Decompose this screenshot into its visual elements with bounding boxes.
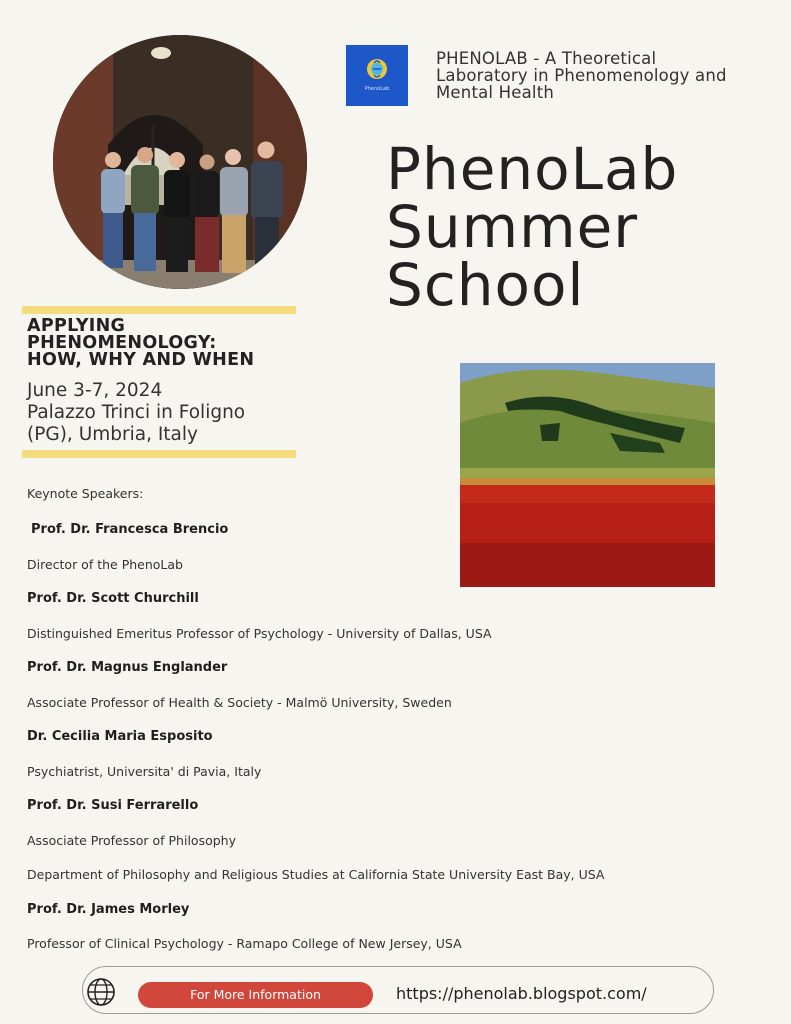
speaker-role: Associate Professor of Philosophy: [27, 833, 236, 848]
logo-text: PhenoLab: [364, 86, 390, 92]
brain-icon: [346, 45, 408, 106]
subtitle-line3: HOW, WHY AND WHEN: [27, 350, 255, 370]
divider-bottom: [22, 450, 296, 458]
speakers-heading: Keynote Speakers:: [27, 486, 144, 501]
page-title-line2: Summer: [386, 193, 639, 261]
lab-title-line2: Laboratory in Phenomenology and: [436, 66, 727, 85]
speaker-role: Distinguished Emeritus Professor of Psychology - University of Dallas, USA: [27, 626, 492, 641]
lab-title-line1: PHENOLAB - A Theoretical: [436, 49, 657, 68]
landscape-illustration: [460, 363, 715, 587]
speaker-role: Director of the PhenoLab: [27, 557, 183, 572]
speaker-role: Psychiatrist, Universita' di Pavia, Italy: [27, 764, 262, 779]
divider-top: [22, 306, 296, 314]
speaker-name: Prof. Dr. James Morley: [27, 902, 190, 917]
event-venue-line1: Palazzo Trinci in Foligno: [27, 402, 246, 423]
page-title-line1: PhenoLab: [386, 135, 679, 203]
speaker-role: Professor of Clinical Psychology - Ramapo College of New Jersey, USA: [27, 936, 462, 951]
globe-icon: [86, 977, 116, 1007]
phenolab-logo: [346, 45, 408, 106]
landscape-photo: [460, 363, 715, 587]
group-photo: [53, 35, 307, 289]
speaker-name: Prof. Dr. Susi Ferrarello: [27, 798, 199, 813]
event-details: [27, 380, 327, 446]
subtitle-line2: PHENOMENOLOGY:: [27, 333, 217, 353]
event-venue-line2: (PG), Umbria, Italy: [27, 424, 198, 445]
speaker-name: Prof. Dr. Magnus Englander: [27, 660, 228, 675]
group-photo-illustration: [53, 35, 307, 289]
event-date: June 3-7, 2024: [27, 380, 163, 401]
website-link[interactable]: https://phenolab.blogspot.com/: [396, 984, 647, 1003]
speaker-name: Prof. Dr. Scott Churchill: [27, 591, 199, 606]
page-title-line3: School: [386, 251, 585, 319]
page-title: [386, 135, 776, 319]
speaker-name: Dr. Cecilia Maria Esposito: [27, 729, 213, 744]
lab-title-line3: Mental Health: [436, 83, 555, 102]
speaker-role: Associate Professor of Health & Society - Malmö University, Sweden: [27, 695, 452, 710]
subtitle-line1: APPLYING: [27, 316, 126, 336]
more-info-button[interactable]: For More Information: [138, 982, 373, 1008]
event-subtitle: [27, 318, 327, 369]
speaker-name: Prof. Dr. Francesca Brencio: [31, 522, 229, 537]
speaker-role-secondary: Department of Philosophy and Religious Studies at California State University East Bay, USA: [27, 867, 605, 882]
lab-title: [436, 50, 776, 101]
